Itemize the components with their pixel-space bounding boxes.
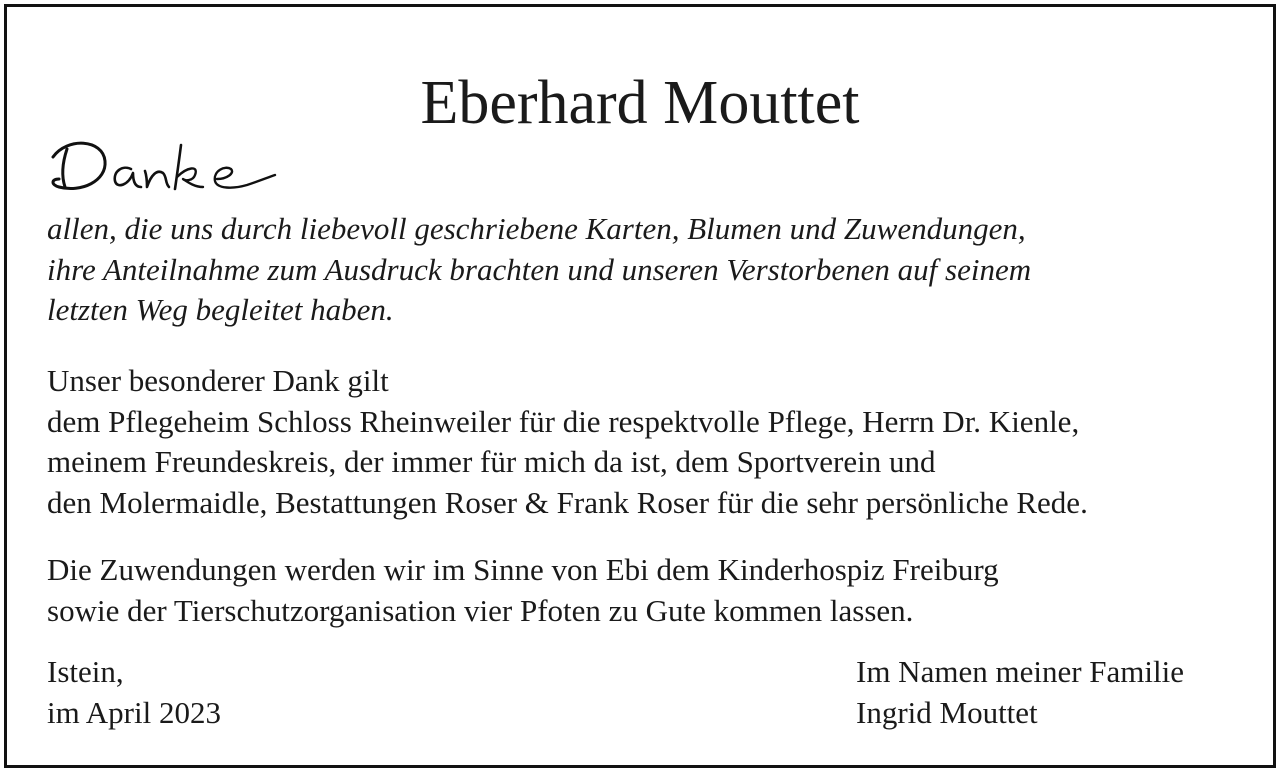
date-text: im April 2023	[47, 694, 221, 730]
danke-script-lettering	[47, 131, 277, 203]
donation-line: sowie der Tierschutzorganisation vier Pfoten zu Gute kommen lassen.	[47, 592, 914, 628]
special-thanks-paragraph	[47, 361, 1247, 523]
donation-line: Die Zuwendungen werden wir im Sinne von Ebi dem Kinderhospiz Freiburg	[47, 552, 999, 587]
special-line: den Molermaidle, Bestattungen Roser & Frank Roser für die sehr persönliche Rede.	[47, 484, 1088, 520]
donations-paragraph	[47, 550, 1247, 631]
intro-line: letzten Weg begleitet haben.	[47, 292, 394, 327]
intro-line: allen, die uns durch liebevoll geschriebene Karten, Blumen und Zuwendungen,	[47, 211, 1026, 246]
special-line: dem Pflegeheim Schloss Rheinweiler für die respektvolle Pflege, Herrn Dr. Kienle,	[47, 403, 1080, 439]
deceased-name: Eberhard Mouttet	[420, 69, 860, 137]
thanks-intro-paragraph	[47, 209, 1247, 331]
intro-line: ihre Anteilnahme zum Ausdruck brachten und unseren Verstorbenen auf seinem	[47, 251, 1032, 287]
special-line: Unser besonderer Dank gilt	[47, 363, 389, 398]
signature-block	[856, 652, 1184, 733]
place-date-block	[47, 652, 221, 733]
place-text: Istein,	[47, 654, 124, 689]
special-line: meinem Freundeskreis, der immer für mich da ist, dem Sportverein und	[47, 444, 936, 479]
signature-line: Im Namen meiner Familie	[856, 654, 1184, 689]
signature-name: Ingrid Mouttet	[856, 694, 1038, 730]
obituary-thank-you-notice	[4, 4, 1276, 768]
